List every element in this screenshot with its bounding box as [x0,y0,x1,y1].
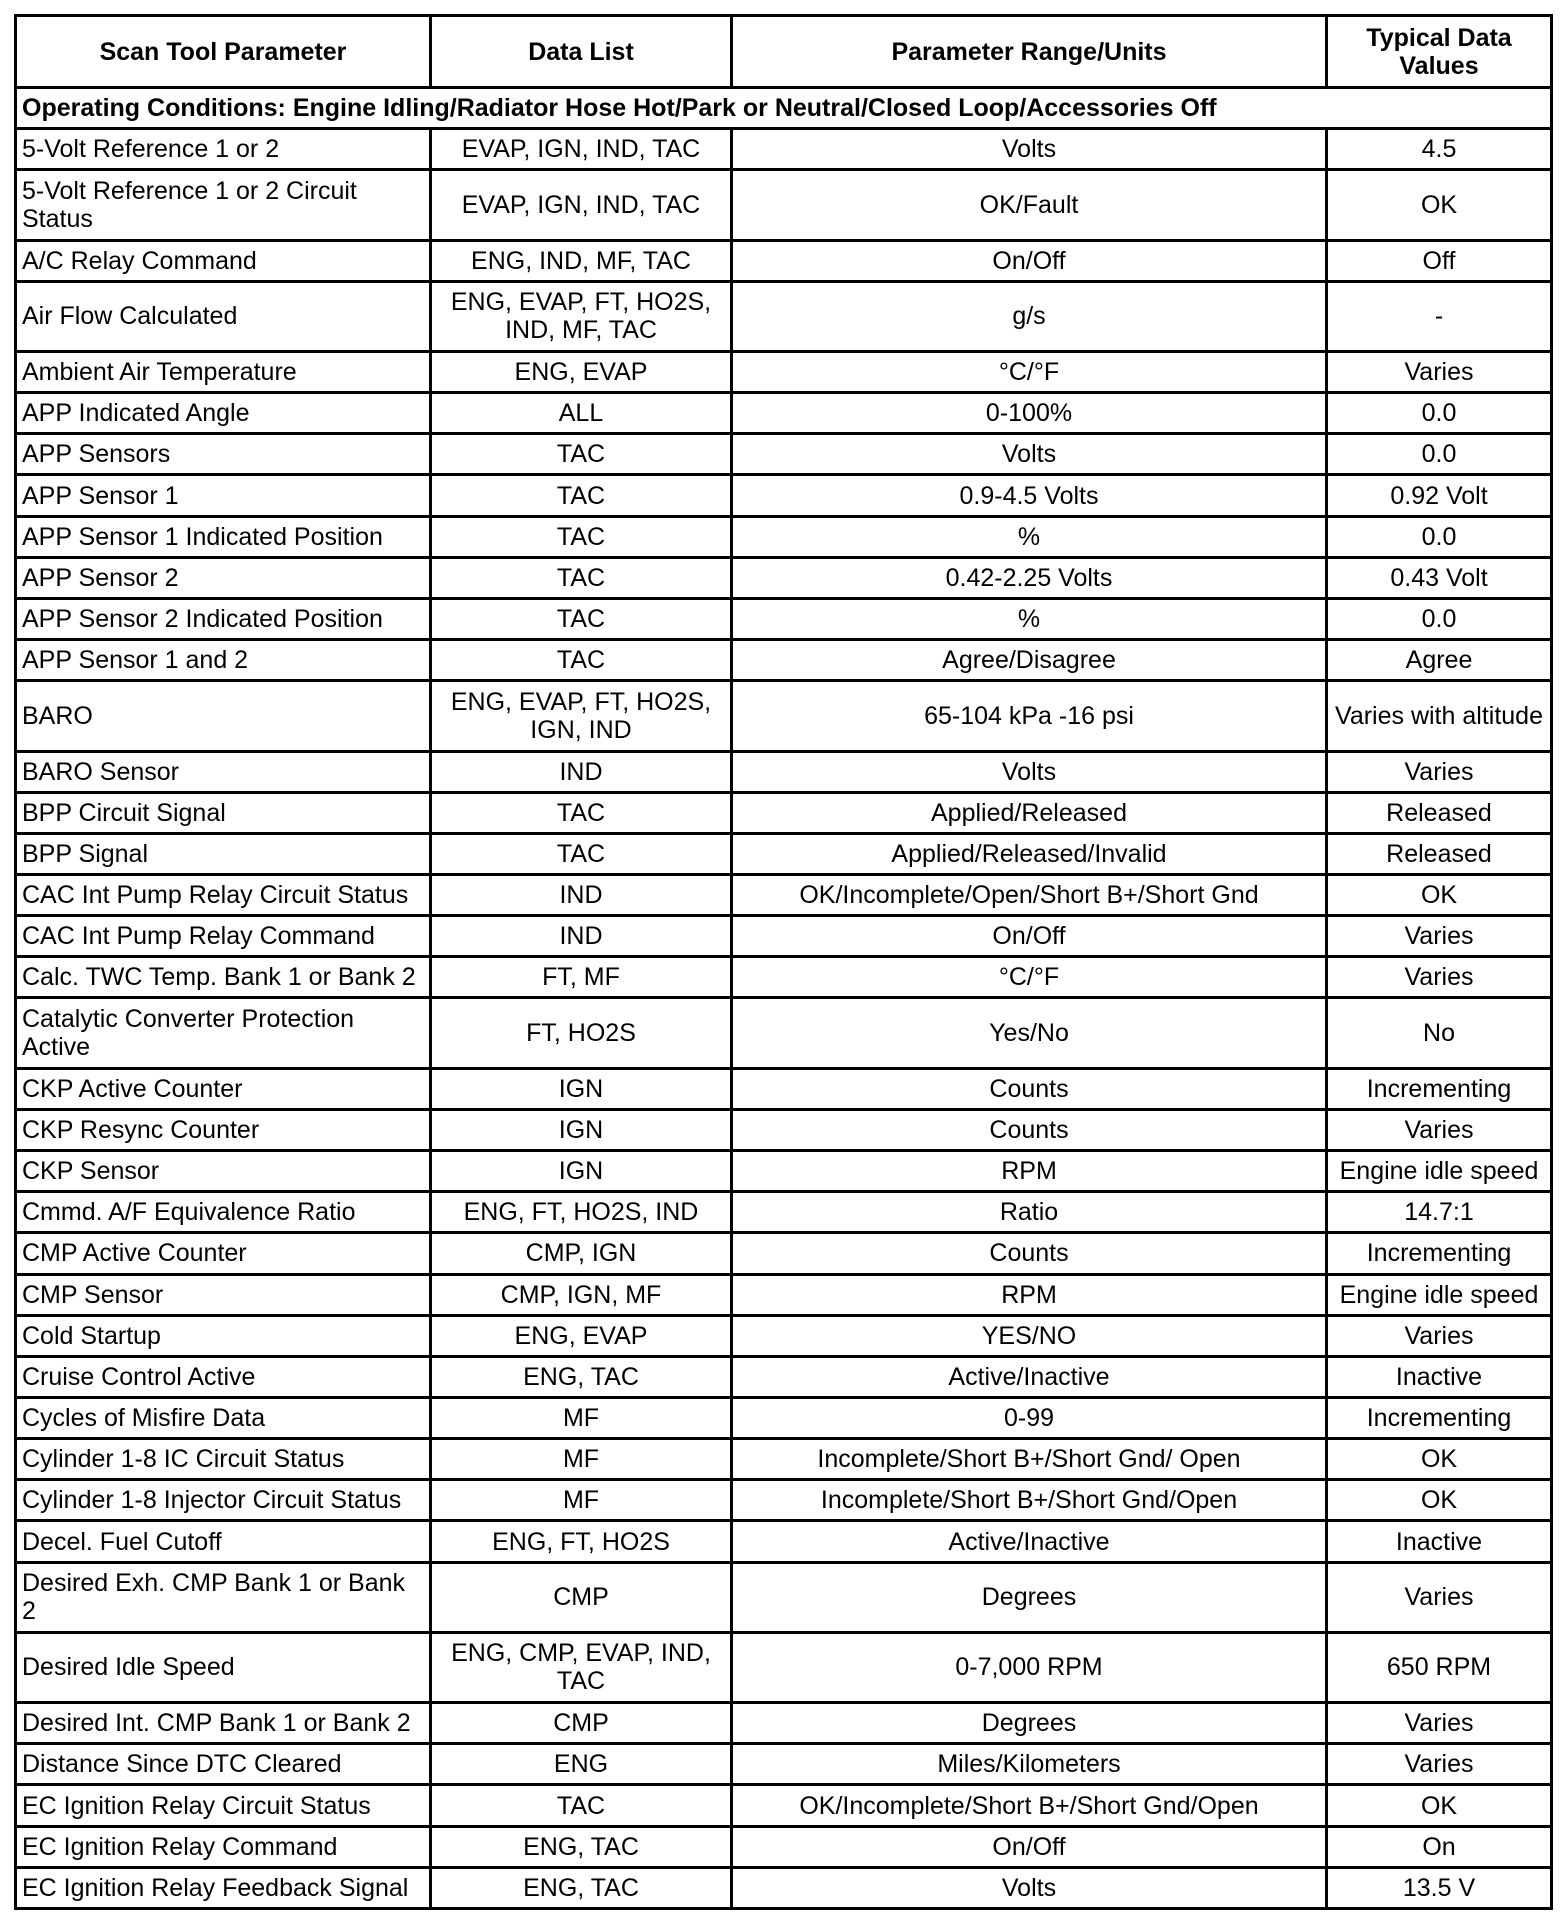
table-row [16,640,1552,681]
range-units-cell: Incomplete/Short B+/Short Gnd/ Open [732,1439,1327,1480]
data-list-cell: TAC [431,792,732,833]
range-units-cell: Volts [732,129,1327,170]
parameter-cell: Calc. TWC Temp. Bank 1 or Bank 2 [16,957,431,998]
range-units-cell: Incomplete/Short B+/Short Gnd/Open [732,1480,1327,1521]
table-row [16,751,1552,792]
typical-value-cell: Varies [1327,1744,1552,1785]
range-units-cell: Applied/Released/Invalid [732,833,1327,874]
table-row [16,874,1552,915]
header-row [16,16,1552,88]
parameter-cell: APP Sensor 1 [16,475,431,516]
header-parameter-range-units: Parameter Range/Units [732,16,1327,88]
typical-value-cell: OK [1327,1439,1552,1480]
parameter-cell: Catalytic Converter Protection Active [16,998,431,1068]
typical-value-cell: OK [1327,1785,1552,1826]
range-units-cell: Degrees [732,1703,1327,1744]
typical-value-cell: Released [1327,792,1552,833]
table-row [16,1397,1552,1438]
table-row [16,393,1552,434]
typical-value-cell: OK [1327,1480,1552,1521]
data-list-cell: IGN [431,1109,732,1150]
table-row [16,1785,1552,1826]
table-row [16,1826,1552,1867]
typical-value-cell: Varies [1327,751,1552,792]
table-row [16,833,1552,874]
table-row [16,281,1552,351]
table-row [16,240,1552,281]
table-row [16,1233,1552,1274]
table-row [16,1274,1552,1315]
data-list-cell: TAC [431,833,732,874]
range-units-cell: RPM [732,1151,1327,1192]
range-units-cell: Volts [732,751,1327,792]
parameter-cell: APP Sensor 1 and 2 [16,640,431,681]
parameter-cell: Distance Since DTC Cleared [16,1744,431,1785]
table-row [16,957,1552,998]
typical-value-cell: Inactive [1327,1521,1552,1562]
range-units-cell: Counts [732,1233,1327,1274]
typical-value-cell: Agree [1327,640,1552,681]
parameter-cell: BPP Signal [16,833,431,874]
typical-value-cell: Engine idle speed [1327,1151,1552,1192]
data-list-cell: TAC [431,1785,732,1826]
table-row [16,434,1552,475]
typical-value-cell: 0.0 [1327,434,1552,475]
parameter-cell: EC Ignition Relay Command [16,1826,431,1867]
typical-value-cell: Varies with altitude [1327,681,1552,751]
parameter-cell: EC Ignition Relay Feedback Signal [16,1867,431,1908]
range-units-cell: On/Off [732,240,1327,281]
data-list-cell: ENG [431,1744,732,1785]
table-row [16,1867,1552,1908]
parameter-cell: APP Sensor 1 Indicated Position [16,516,431,557]
parameter-cell: Desired Idle Speed [16,1632,431,1702]
table-row [16,475,1552,516]
range-units-cell: 0-99 [732,1397,1327,1438]
typical-value-cell: No [1327,998,1552,1068]
data-list-cell: EVAP, IGN, IND, TAC [431,129,732,170]
data-list-cell: FT, HO2S [431,998,732,1068]
parameter-cell: Cylinder 1-8 IC Circuit Status [16,1439,431,1480]
data-list-cell: TAC [431,640,732,681]
table-row [16,681,1552,751]
table-row [16,1151,1552,1192]
parameter-cell: Cold Startup [16,1315,431,1356]
range-units-cell: RPM [732,1274,1327,1315]
typical-value-cell: Varies [1327,916,1552,957]
table-row [16,1480,1552,1521]
range-units-cell: g/s [732,281,1327,351]
range-units-cell: Volts [732,434,1327,475]
range-units-cell: °C/°F [732,957,1327,998]
range-units-cell: Agree/Disagree [732,640,1327,681]
parameter-cell: APP Sensors [16,434,431,475]
data-list-cell: CMP [431,1562,732,1632]
range-units-cell: 0.42-2.25 Volts [732,557,1327,598]
data-list-cell: ENG, EVAP [431,352,732,393]
data-list-cell: IND [431,874,732,915]
table-row [16,1744,1552,1785]
range-units-cell: °C/°F [732,352,1327,393]
table-row [16,998,1552,1068]
parameter-cell: Decel. Fuel Cutoff [16,1521,431,1562]
range-units-cell: Active/Inactive [732,1356,1327,1397]
range-units-cell: OK/Incomplete/Open/Short B+/Short Gnd [732,874,1327,915]
typical-value-cell: Incrementing [1327,1397,1552,1438]
parameter-cell: Ambient Air Temperature [16,352,431,393]
typical-value-cell: Engine idle speed [1327,1274,1552,1315]
range-units-cell: On/Off [732,916,1327,957]
typical-value-cell: 4.5 [1327,129,1552,170]
data-list-cell: ENG, TAC [431,1356,732,1397]
typical-value-cell: 13.5 V [1327,1867,1552,1908]
range-units-cell: YES/NO [732,1315,1327,1356]
data-list-cell: TAC [431,516,732,557]
typical-value-cell: Varies [1327,352,1552,393]
scan-tool-data-table [14,14,1553,1910]
parameter-cell: CMP Sensor [16,1274,431,1315]
parameter-cell: Cylinder 1-8 Injector Circuit Status [16,1480,431,1521]
typical-value-cell: Incrementing [1327,1068,1552,1109]
table-row [16,1315,1552,1356]
parameter-cell: APP Sensor 2 [16,557,431,598]
table-row [16,792,1552,833]
typical-value-cell: Varies [1327,1703,1552,1744]
table-row [16,1439,1552,1480]
typical-value-cell: Released [1327,833,1552,874]
table-row [16,1192,1552,1233]
range-units-cell: 65-104 kPa -16 psi [732,681,1327,751]
data-list-cell: ALL [431,393,732,434]
range-units-cell: Counts [732,1109,1327,1150]
table-row [16,557,1552,598]
data-list-cell: ENG, EVAP [431,1315,732,1356]
section-row [16,88,1552,129]
data-list-cell: MF [431,1439,732,1480]
typical-value-cell: 0.0 [1327,598,1552,639]
parameter-cell: APP Sensor 2 Indicated Position [16,598,431,639]
typical-value-cell: 0.43 Volt [1327,557,1552,598]
typical-value-cell: OK [1327,170,1552,240]
parameter-cell: Cycles of Misfire Data [16,1397,431,1438]
parameter-cell: Desired Exh. CMP Bank 1 or Bank 2 [16,1562,431,1632]
typical-value-cell: - [1327,281,1552,351]
table-row [16,1521,1552,1562]
range-units-cell: Applied/Released [732,792,1327,833]
data-list-cell: CMP [431,1703,732,1744]
parameter-cell: Desired Int. CMP Bank 1 or Bank 2 [16,1703,431,1744]
data-list-cell: FT, MF [431,957,732,998]
data-list-cell: IGN [431,1151,732,1192]
typical-value-cell: 650 RPM [1327,1632,1552,1702]
typical-value-cell: Varies [1327,1315,1552,1356]
parameter-cell: BARO [16,681,431,751]
typical-value-cell: Inactive [1327,1356,1552,1397]
range-units-cell: Yes/No [732,998,1327,1068]
range-units-cell: Active/Inactive [732,1521,1327,1562]
header-data-list: Data List [431,16,732,88]
data-list-cell: TAC [431,475,732,516]
range-units-cell: Counts [732,1068,1327,1109]
parameter-cell: Cmmd. A/F Equivalence Ratio [16,1192,431,1233]
typical-value-cell: 0.92 Volt [1327,475,1552,516]
range-units-cell: % [732,516,1327,557]
parameter-cell: APP Indicated Angle [16,393,431,434]
typical-value-cell: On [1327,1826,1552,1867]
data-list-cell: EVAP, IGN, IND, TAC [431,170,732,240]
data-list-cell: MF [431,1397,732,1438]
range-units-cell: OK/Incomplete/Short B+/Short Gnd/Open [732,1785,1327,1826]
data-list-cell: ENG, CMP, EVAP, IND, TAC [431,1632,732,1702]
typical-value-cell: 0.0 [1327,516,1552,557]
typical-value-cell: Incrementing [1327,1233,1552,1274]
typical-value-cell: 14.7:1 [1327,1192,1552,1233]
table-row [16,516,1552,557]
table-row [16,352,1552,393]
table-row [16,1068,1552,1109]
parameter-cell: Cruise Control Active [16,1356,431,1397]
range-units-cell: % [732,598,1327,639]
data-list-cell: CMP, IGN [431,1233,732,1274]
data-list-cell: ENG, TAC [431,1826,732,1867]
data-list-cell: TAC [431,598,732,639]
data-list-cell: IGN [431,1068,732,1109]
data-list-cell: ENG, IND, MF, TAC [431,240,732,281]
data-list-cell: TAC [431,434,732,475]
parameter-cell: 5-Volt Reference 1 or 2 Circuit Status [16,170,431,240]
table-row [16,1703,1552,1744]
data-list-cell: IND [431,916,732,957]
data-list-cell: ENG, FT, HO2S, IND [431,1192,732,1233]
table-row [16,170,1552,240]
table-row [16,598,1552,639]
range-units-cell: Degrees [732,1562,1327,1632]
parameter-cell: BPP Circuit Signal [16,792,431,833]
range-units-cell: 0-100% [732,393,1327,434]
parameter-cell: A/C Relay Command [16,240,431,281]
parameter-cell: CAC Int Pump Relay Command [16,916,431,957]
range-units-cell: 0.9-4.5 Volts [732,475,1327,516]
range-units-cell: Miles/Kilometers [732,1744,1327,1785]
parameter-cell: EC Ignition Relay Circuit Status [16,1785,431,1826]
table-row [16,1109,1552,1150]
parameter-cell: CAC Int Pump Relay Circuit Status [16,874,431,915]
data-list-cell: ENG, EVAP, FT, HO2S, IGN, IND [431,681,732,751]
typical-value-cell: Varies [1327,1562,1552,1632]
table-row [16,1632,1552,1702]
parameter-cell: CKP Active Counter [16,1068,431,1109]
range-units-cell: 0-7,000 RPM [732,1632,1327,1702]
table-row [16,129,1552,170]
parameter-cell: 5-Volt Reference 1 or 2 [16,129,431,170]
range-units-cell: Volts [732,1867,1327,1908]
range-units-cell: On/Off [732,1826,1327,1867]
table-row [16,916,1552,957]
data-list-cell: IND [431,751,732,792]
typical-value-cell: Off [1327,240,1552,281]
typical-value-cell: 0.0 [1327,393,1552,434]
parameter-cell: CMP Active Counter [16,1233,431,1274]
data-list-cell: ENG, EVAP, FT, HO2S, IND, MF, TAC [431,281,732,351]
table-row [16,1562,1552,1632]
parameter-cell: CKP Resync Counter [16,1109,431,1150]
typical-value-cell: Varies [1327,1109,1552,1150]
parameter-cell: CKP Sensor [16,1151,431,1192]
typical-value-cell: Varies [1327,957,1552,998]
data-list-cell: CMP, IGN, MF [431,1274,732,1315]
data-list-cell: TAC [431,557,732,598]
header-scan-tool-parameter: Scan Tool Parameter [16,16,431,88]
typical-value-cell: OK [1327,874,1552,915]
operating-conditions: Operating Conditions: Engine Idling/Radiator Hose Hot/Park or Neutral/Closed Loop/Accessories Off [16,88,1552,129]
range-units-cell: OK/Fault [732,170,1327,240]
parameter-cell: BARO Sensor [16,751,431,792]
header-typical-data-values: Typical Data Values [1327,16,1552,88]
data-list-cell: ENG, TAC [431,1867,732,1908]
data-list-cell: MF [431,1480,732,1521]
range-units-cell: Ratio [732,1192,1327,1233]
parameter-cell: Air Flow Calculated [16,281,431,351]
table-row [16,1356,1552,1397]
data-list-cell: ENG, FT, HO2S [431,1521,732,1562]
